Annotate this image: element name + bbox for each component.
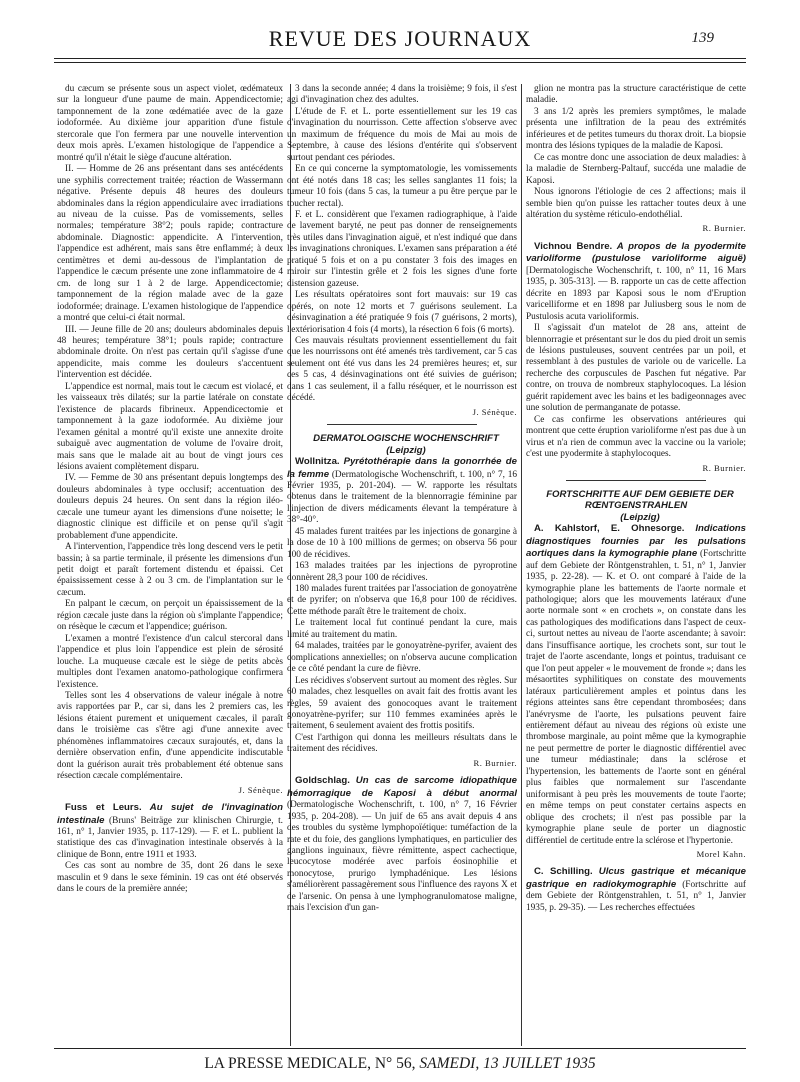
article-reference: (Dermatologische Wochenschrift, t. 100, n° 7, 16 Février 1935, p. 204-208). — Un juif de 65 ans avait depuis 4 ans des troubles du système lymphopoïétique: tuméfaction de la rate et du foie, des ganglions lymphatiques, en particulier des ganglions inguinaux, fièvre rémittente, aspect cachectique, leucocytose modérée avec parfois éosinophilie et monocytose, prurigo lymphadénique. Les lésions s'améliorèrent passagèrement sous l'influence des rayons X et de l'arsenic. On pensa à une lymphogranulomatose maligne, mais l'excision d'un gan- bbox=[287, 800, 517, 914]
article-heading bbox=[287, 456, 517, 527]
paragraph: Telles sont les 4 observations de valeur inégale à notre avis rapportées par P., car si, dans les 2 premiers cas, les lésions étaient purement et uniquement cæcales, il paraît dans le troisième cas s'être agi d'une annexite avec phénomènes inflammatoires cæcaux surajoutés, et, dans la dernière observation enfin, d'une appendicite indiscutable dont la guérison aurait très probablement été obtenue sans résection cæcale complémentaire. bbox=[57, 691, 283, 782]
article-title: Indications diagnostiques fournies par les pulsations aortiques dans la kymographie plane bbox=[526, 523, 746, 560]
author-signature: R. Burnier. bbox=[473, 757, 517, 768]
journal-name: FORTSCHRITTE AUF DEM GEBIETE DER RŒNTGENSTRAHLEN bbox=[546, 488, 734, 512]
article-authors: C. Schilling. bbox=[534, 866, 593, 878]
header-rule bbox=[54, 58, 746, 59]
journal-name: DERMATOLOGISCHE WOCHENSCHRIFT bbox=[313, 433, 499, 445]
column-3 bbox=[526, 84, 746, 1046]
paragraph: 180 malades furent traitées par l'association de gonoyatrène et de pyrifer; on n'observa que 16,8 pour 100 de récidives. Cette méthode paraît être le traitement de choix. bbox=[287, 584, 517, 617]
paragraph: III. — Jeune fille de 20 ans; douleurs abdominales depuis 48 heures; température 38°1; pouls rapide; contracture abdominale droite. On n'est pas certain qu'il s'agisse d'une appendicite, mais comme les douleurs s'accentuent l'intervention est décidée. bbox=[57, 324, 283, 381]
article-title: Ulcus gastrique et mécanique gastrique en radiokymographie bbox=[526, 866, 746, 890]
paragraph: Ces cas sont au nombre de 35, dont 26 dans le sexe masculin et 9 dans le sexe féminin. 19 cas ont été observés dans le cours de la première année; bbox=[57, 861, 283, 895]
section-rule bbox=[566, 480, 706, 481]
journal-city: (Leipzig) bbox=[386, 444, 426, 456]
article-reference: (Fortschritte auf dem Gebiete der Röntgenstrahlen, t. 51, n° 1, Janvier 1935, p. 29-35). — Les recherches effectuées bbox=[526, 879, 746, 913]
paragraph: Il s'agissait d'un matelot de 28 ans, atteint de blennorragie et présentant sur le dos du pied droit un semis de lésions pustuleuses, souvent centrées par un poil, et ressemblant à des pustules de variole ou de varicelle. La recherche des corpuscules de Paschen fut négative. Par contre, on trouva de nombreux staphylocoques. La lésion guérit rapidement avec les bains et les badigeonnages avec une solution de permanganate de potasse. bbox=[526, 323, 746, 414]
paragraph: En ce qui concerne la symptomatologie, les vomissements ont été notés dans 18 cas; les selles sanglantes 11 fois; la tumeur 10 fois (dans 5 cas, la tumeur a pu être perçue par le toucher rectal). bbox=[287, 164, 517, 209]
paragraph: L'appendice est normal, mais tout le cæcum est violacé, et les vaisseaux très dilatés; sur la partie latérale on constate l'existence de placards fibrineux. Appendicectomie et tamponnement à la gaze iodoformée. Au dixième jour l'examen génital a montré qu'il existe une annexite droite subaiguë avec augmentation de volume de l'ovaire droit, mais sans que le malade ait au bout de vingt jours ces lésions avaient complètement disparu. bbox=[57, 381, 283, 472]
article-title: Pyrétothérapie dans la gonorrhée de la femme bbox=[287, 456, 517, 480]
article-title: Un cas de sarcome idiopathique hémorragique de Kaposi à début anormal bbox=[287, 775, 517, 799]
page-footer bbox=[0, 1055, 800, 1073]
paragraph: 163 malades traitées par les injections de pyroprotine donnèrent 28,3 pour 100 de récidives. bbox=[287, 561, 517, 583]
section-rule bbox=[327, 424, 477, 425]
paragraph: II. — Homme de 26 ans présentant dans ses antécédents une syphilis correctement traitée; réaction de Wassermann négative. Présente depuis 48 heures des douleurs abdominales dans la région appendiculaire avec irradiations au niveau de la cuisse. Pas de vomissements, selles normales; température 38°2; pouls rapide; contracture abdominale. Diagnostic: appendicite. A l'intervention, l'appendice est adhérent, mais sans être enflammé; à deux centimètres et demi au-dessous de l'implantation de l'appendice le cæcum présente une zone inflammatoire de 4 cm. de long sur 1 à 2 de large. Appendicectomie; tamponnement de la région malade avec de la gaze iodoformée; drainage. L'examen histologique de l'appendice a montré que celui-ci était normal. bbox=[57, 164, 283, 324]
paragraph: 45 malades furent traitées par les injections de gonargine à la dose de 10 à 100 millions de germes; on observa 56 pour 100 de récidives. bbox=[287, 526, 517, 560]
article-authors: Vichnou Bendre. bbox=[534, 240, 613, 252]
article-reference: (Bruns' Beiträge zur klinischen Chirurgie, t. 161, n° 1, Janvier 1935, p. 117-129). — F. et L. publient la statistique des cas d'invagination intestinale observés à la clinique de Bonn, entre 1911 et 1933. bbox=[57, 815, 283, 860]
paragraph: En palpant le cæcum, on perçoit un épaississement de la région cæcale juste dans la région où s'implante l'appendice; on résèque le cæcum et l'appendice; guérison. bbox=[57, 599, 283, 633]
paragraph: C'est l'arthigon qui donna les meilleurs résultats dans le traitement des récidives. bbox=[287, 732, 517, 755]
journal-city: (Leipzig) bbox=[620, 511, 660, 523]
footer-date: SAMEDI, 13 JUILLET 1935 bbox=[419, 1055, 596, 1072]
article-title: A propos de la pyodermite varioliforme (pustulose varioliforme aiguë) bbox=[526, 240, 746, 265]
paragraph: 3 ans 1/2 après les premiers symptômes, le malade présenta une infiltration de la peau des extrémités inférieures et de petites tumeurs du thorax droit. La biopsie montra des lésions typiques de la maladie de Kaposi. bbox=[526, 106, 746, 152]
paragraph: 64 malades, traitées par le gonoyatrène-pyrifer, avaient des complications annexielles; on n'observa aucune complication de ce côté pendant la cure de fièvre. bbox=[287, 641, 517, 675]
article-title: Au sujet de l'invagination intestinale bbox=[57, 802, 283, 826]
paragraph: du cæcum se présente sous un aspect violet, œdémateux sur la longueur d'une paume de main. Appendicectomie; tamponnement de la zone œdématiée avec de la gaze iodoformée. Au dixième jour apparition d'une fistule stercorale que l'on fermera par une nouvelle intervention deux mois après. L'examen histologique de l'appendice a montré qu'il n'était le siège d'aucune altération. bbox=[57, 84, 283, 163]
paragraph: Le traitement local fut continué pendant la cure, mais limité au traitement du matin. bbox=[287, 618, 517, 640]
article-heading bbox=[526, 523, 746, 847]
article-reference: (Fortschritte auf dem Gebiete der Röntgenstrahlen, t. 51, n° 1, Janvier 1935, p. 22-28). — K. et O. ont comparé à l'aide de la kymographie plane les battements de l'aorte normale et pathologique; alors que les mouvements latéraux d'une aorte normale sont « en crochets », on constate dans les cas pathologiques des modifications dans l'aspect de ceux-ci, surtout nettes au niveau de l'aorte ascendante; à savoir: dans l'insuffisance aortique, les crochets sont, sur tout le trajet de l'aorte ascendante, longs et pointus, traduisant ce que l'on peut appeler « le mouvement de fronde »; dans les mésaortites syphilitiques on constate des mouvements latéraux particulièrement amples et pointus dans les régions atteintes sans être cependant thrombosées; dans l'anévrysme de l'aorte, les pulsations peuvent faire entièrement défaut au niveau des régions où existe une thrombose marginale, au point même que la kymographie ne peut permettre de porter le diagnostic différentiel avec une tumeur médiastinale; dans la sclérose et l'hypertension, les battements de l'aorte sont en général plus faibles que normalement sur l'ascendante uniformisant à peu près les mouvements de toute l'aorte; en même temps on peut constater certains aspects en oblique des crochets; il n'est pas possible par la kymographie plane seule de porter un diagnostic différentiel de certitude entre la sclérose et l'hypertonie. bbox=[526, 549, 746, 846]
article-heading bbox=[287, 775, 517, 914]
article-heading bbox=[526, 866, 746, 914]
article-heading bbox=[526, 241, 746, 323]
author-signature: R. Burnier. bbox=[702, 223, 746, 234]
author-signature: J. Sénèque. bbox=[472, 406, 517, 417]
article-authors: Goldschlag. bbox=[295, 775, 350, 787]
author-signature: J. Sénèque. bbox=[238, 784, 283, 795]
article-heading bbox=[57, 802, 283, 861]
journal-title: REVUE DES JOURNAUX bbox=[268, 26, 532, 51]
paragraph: Les récidives s'observent surtout au moment des règles. Sur 60 malades, chez lesquelles on avait fait des frottis avant les règles, 59 avaient des gonocoques avant le traitement gonoyatrène-pyrifer; sur 110 femmes examinées après le traitement, 6 seulement avaient des frottis positifs. bbox=[287, 675, 517, 732]
paragraph: A l'intervention, l'appendice très long descend vers le petit bassin; à sa partie terminale, il présente les dimensions d'un petit doigt et paraît fortement distendu et épaissi. Cet épaississement cesse à 2 ou 3 cm. de l'implantation sur le cæcum. bbox=[57, 542, 283, 598]
paragraph: Les résultats opératoires sont fort mauvais: sur 19 cas opérés, on note 12 morts et 7 guérisons seulement. La désinvagination a été pratiquée 9 fois (7 guérisons, 2 morts), l'extériorisation 4 fois (4 morts), la résection 6 fois (6 morts). bbox=[287, 290, 517, 335]
article-authors: Wollnitza. bbox=[295, 456, 340, 468]
paragraph: glion ne montra pas la structure caractéristique de cette maladie. bbox=[526, 84, 746, 106]
paragraph: Ces mauvais résultats proviennent essentiellement du fait que les nourrissons ont été amenés très tardivement, car 5 cas seulement ont été vus dans les 24 premières heures; et, sur ces 5 cas, 4 désinvaginations ont été suivies de guérison; dans 1 cas seulement, il a fallu réséquer, et le nourrisson est décédé. bbox=[287, 335, 517, 404]
column-1 bbox=[57, 84, 283, 1046]
article-reference: [Dermatologische Wochenschrift, t. 100, n° 11, 16 Mars 1935, p. 305-313]. — B. rapporte un cas de cette affection décrite en 1893 par Kaposi sous le nom d'Eruption varicelliforme et en 1898 par Juliusberg sous le nom de Pustulosis acuta varioliformis. bbox=[526, 265, 746, 322]
author-signature: Morel Kahn. bbox=[696, 849, 746, 859]
paragraph: L'étude de F. et L. porte essentiellement sur les 19 cas d'invagination du nourrisson. Cette affection s'observe avec un maximum de fréquence du mois de Mai au mois de Septembre, à cause des lésions d'entérite qui s'observent surtout pendant ces périodes. bbox=[287, 106, 517, 163]
footer-rule bbox=[54, 1048, 746, 1049]
page-number: 139 bbox=[691, 30, 714, 46]
article-reference: (Dermatologische Wochenschrift, t. 100, n° 7, 16 Février 1935, p. 201-204). — W. rapporte les résultats obtenus dans le traitement de la blennorragie féminine par l'injection de divers médicaments élevant la température à 38°-40°. bbox=[287, 469, 517, 526]
paragraph: Nous ignorons l'étiologie de ces 2 affections; mais il semble bien qu'on puisse les rattacher toutes deux à une altération du système réticulo-endothélial. bbox=[526, 187, 746, 220]
article-authors: Fuss et Leurs. bbox=[65, 802, 142, 814]
paragraph: IV. — Femme de 30 ans présentant depuis longtemps des douleurs abdominales à type occlusif; accentuation des douleurs depuis 24 heures. On sent dans la région iléo-cæcale une tumeur ayant les dimensions d'une noisette; le diagnostic clinique est difficile et on pense qu'il s'agit probablement d'une appendicite. bbox=[57, 473, 283, 541]
paragraph: F. et L. considèrent que l'examen radiographique, à l'aide de lavement baryté, ne peut pas donner de renseignements très utiles dans l'invagination aiguë, et n'est indiqué que dans les invaginations chroniques. L'examen sans préparation a été pratiqué 5 fois et on a pu constater 3 fois des images en miroir sur l'intestin grêle et 2 fois les signes d'une forte distension gazeuse. bbox=[287, 209, 517, 289]
paragraph: 3 dans la seconde année; 4 dans la troisième; 9 fois, il s'est agi d'invagination chez des adultes. bbox=[287, 84, 517, 106]
footer-journal: LA PRESSE MEDICALE, N° 56, bbox=[204, 1055, 416, 1072]
paragraph: Ce cas montre donc une association de deux maladies: à la maladie de Sternberg-Paltauf, succéda une maladie de Kaposi. bbox=[526, 152, 746, 186]
column-2 bbox=[287, 84, 517, 1046]
paragraph: Ce cas confirme les observations antérieures qui montrent que cette éruption varioliforme n'est pas due à un virus et n'a rien de commun avec la vaccine ou la variole; c'est une pyodermite à staphylocoques. bbox=[526, 414, 746, 460]
author-signature: R. Burnier. bbox=[702, 462, 746, 473]
header-rule-thin bbox=[54, 62, 746, 63]
article-authors: A. Kahlstorf, E. Ohnesorge. bbox=[534, 523, 685, 535]
column-divider bbox=[521, 84, 522, 1046]
paragraph: L'examen a montré l'existence d'un calcul stercoral dans l'appendice et plus loin l'appendice est plein de sérosité louche. La muqueuse cæcale est le siège de petits abcès multiples dont l'examen anatomo-pathologique confirmera l'existence. bbox=[57, 633, 283, 690]
